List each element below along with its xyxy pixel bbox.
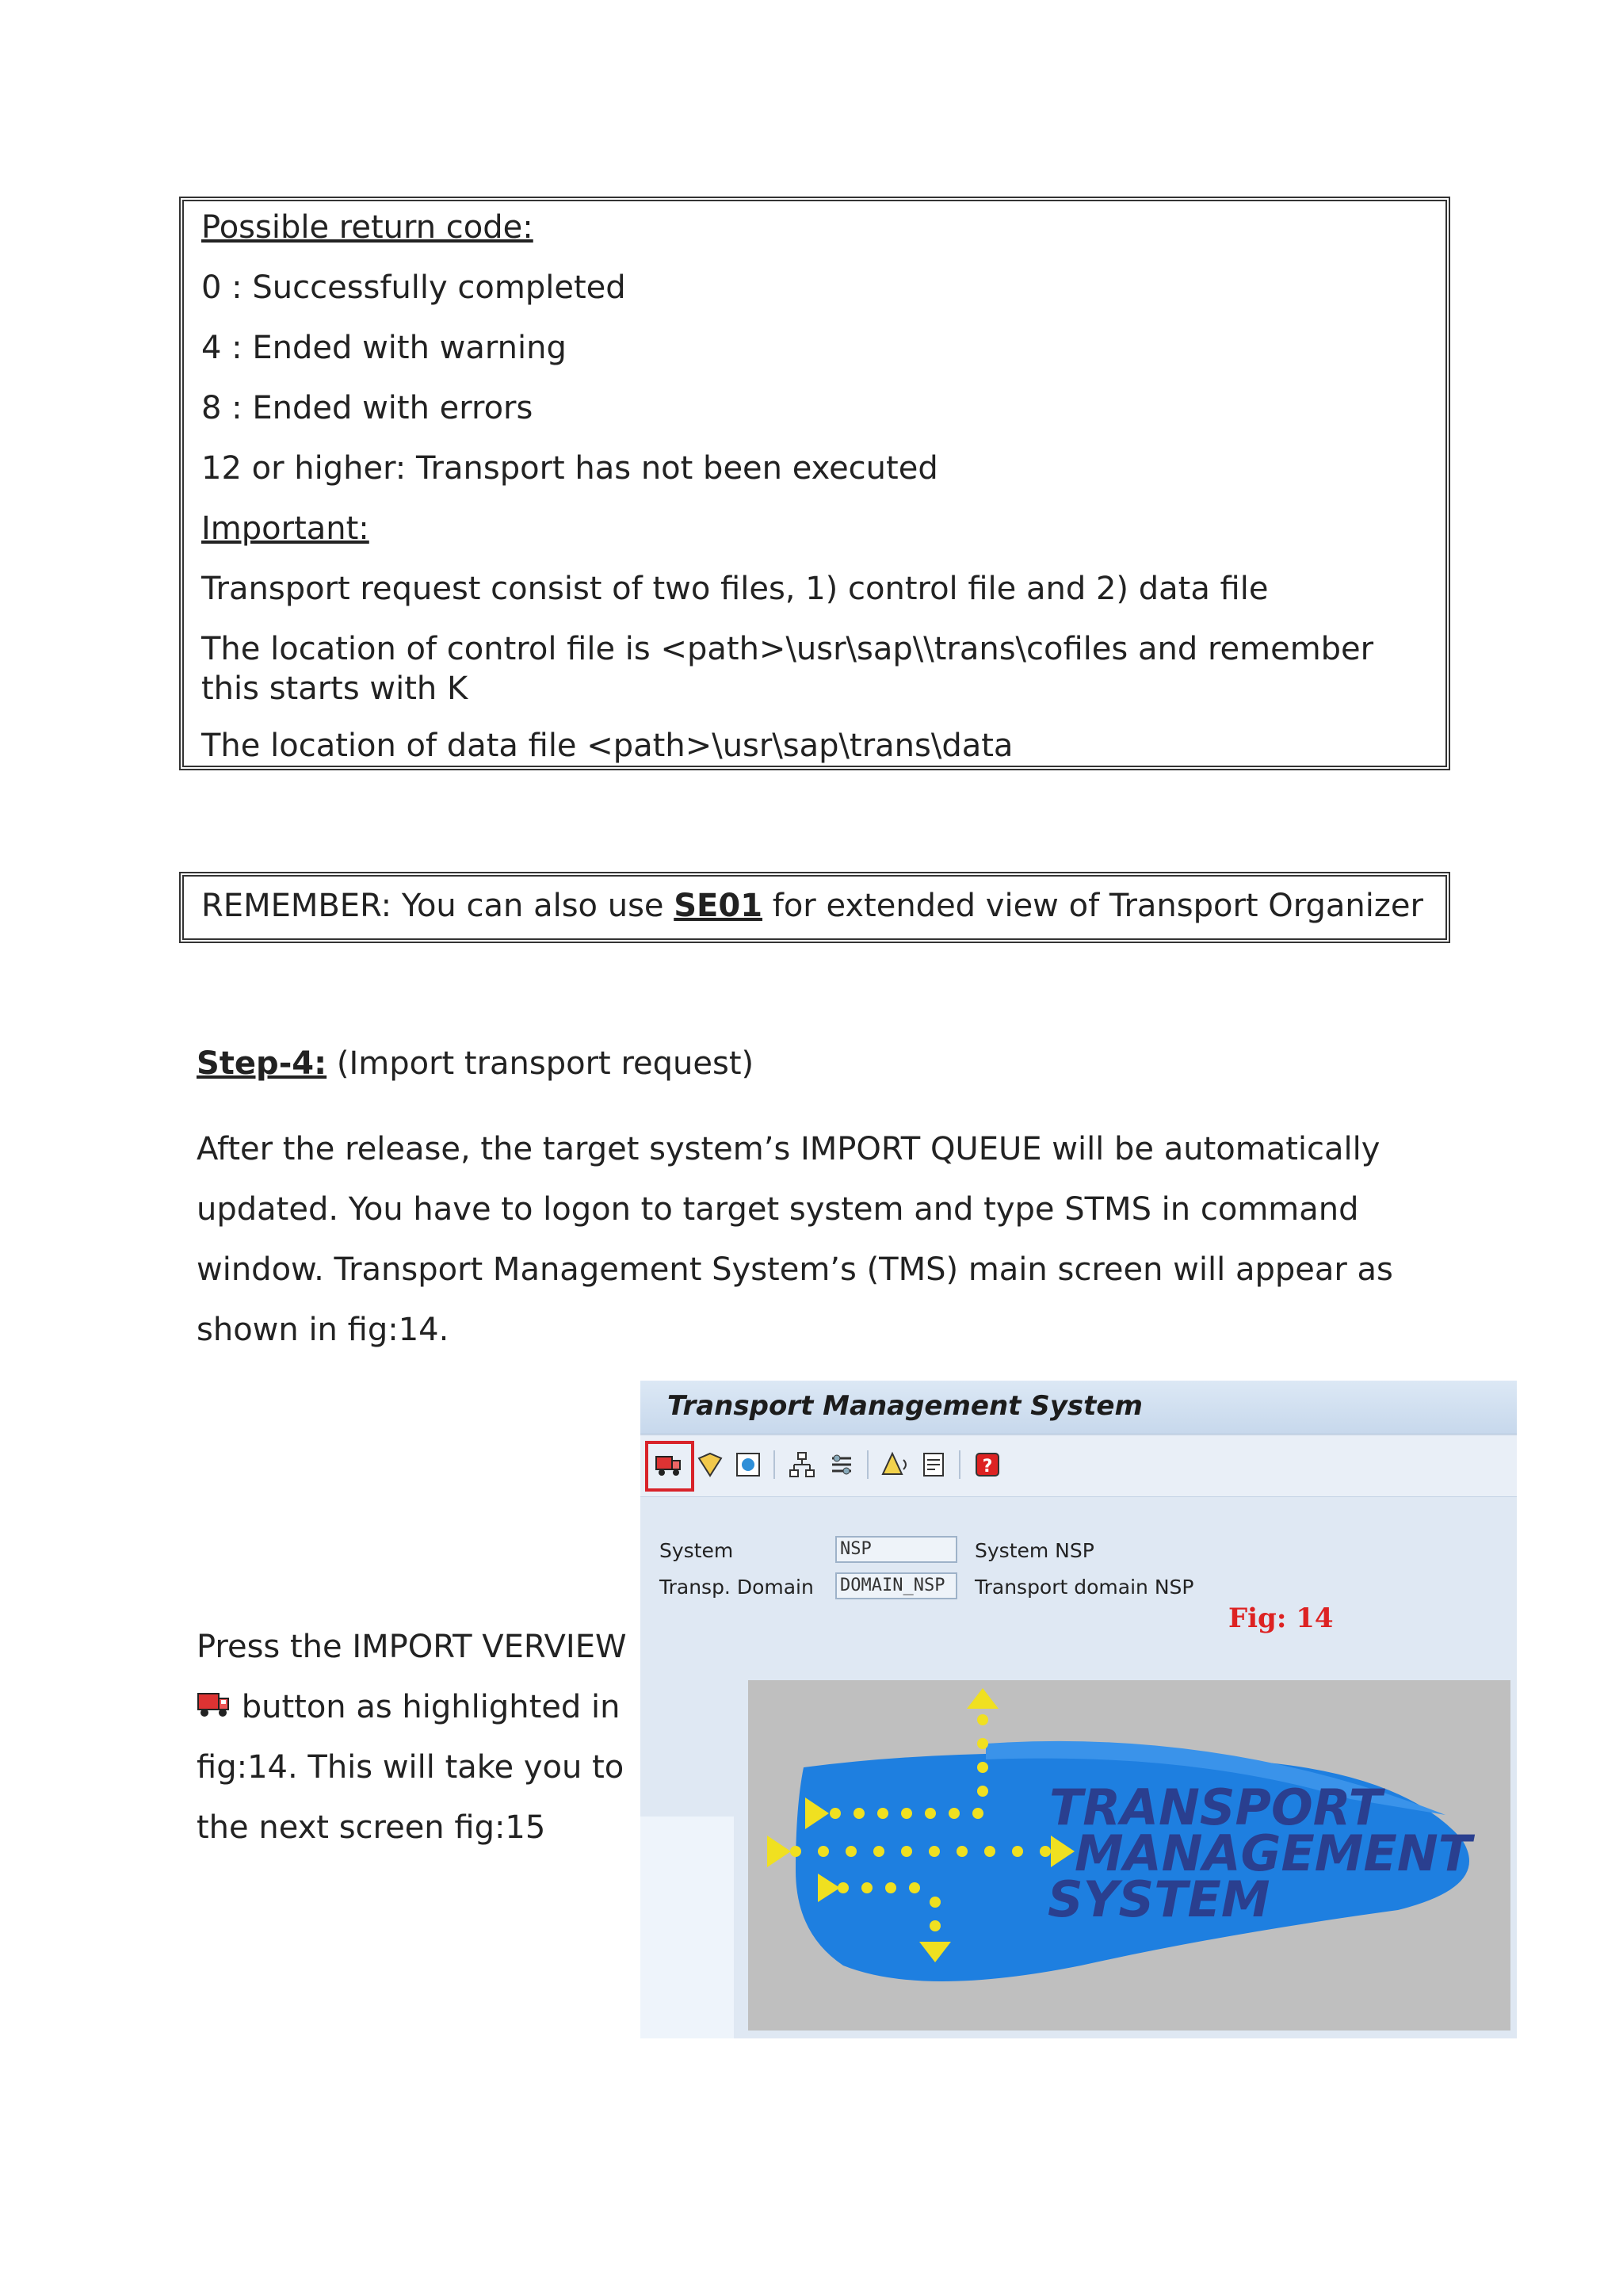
step-heading [197, 1040, 754, 1087]
toolbar-separator [959, 1450, 960, 1479]
logo-line-2: MANAGEMENT [1075, 1824, 1472, 1882]
logo-line-3: SYSTEM [1048, 1870, 1270, 1928]
logo-line-1: TRANSPORT [1049, 1778, 1382, 1836]
return-code-heading: Possible return code: [201, 209, 533, 246]
truck-icon [197, 1689, 231, 1721]
intro-paragraph: After the release, the target system’s IMPORT QUEUE will be automatically updated. You have to logon to target system and type STMS in command window. Transport Management System’s (TMS) main screen will appear as shown in fig:14. [197, 1131, 1393, 1348]
note-control-file: The location of control file is <path>\usr\sap\\trans\cofiles and remember this starts with K [201, 631, 1374, 707]
remember-text [201, 886, 1428, 926]
tms-logo-area [748, 1680, 1510, 2030]
return-code-box [179, 197, 1450, 770]
alert-icon[interactable] [881, 1450, 910, 1479]
tms-logo [748, 1680, 1510, 2030]
toolbar-separator [867, 1450, 869, 1479]
tms-title: Transport Management System [640, 1381, 1517, 1435]
return-code-8: 8 : Ended with errors [201, 390, 533, 426]
remember-box [179, 872, 1450, 943]
important-heading: Important: [201, 510, 369, 547]
svg-text:?: ? [982, 1457, 993, 1477]
import-overview-truck-icon[interactable] [655, 1450, 683, 1479]
display-icon[interactable] [696, 1450, 724, 1479]
transport-domain-field[interactable]: DOMAIN_NSP [835, 1572, 957, 1599]
instruction-after: button as highlighted in fig:14. This will take you to the next screen fig:15 [197, 1689, 624, 1846]
system-label: System [659, 1539, 734, 1562]
tms-toolbar [640, 1436, 1517, 1497]
tms-screenshot [640, 1381, 1517, 2038]
note-data-file: The location of data file <path>\usr\sap\trans\data [201, 728, 1014, 764]
figure-caption: Fig: 14 [1228, 1603, 1334, 1634]
note-files: Transport request consist of two files, 1) control file and 2) data file [201, 571, 1269, 607]
return-code-12: 12 or higher: Transport has not been executed [201, 450, 938, 487]
toolbar-separator [773, 1450, 775, 1479]
system-description: System NSP [975, 1539, 1094, 1562]
help-icon[interactable] [973, 1450, 1002, 1479]
network-icon[interactable] [788, 1450, 816, 1479]
log-icon[interactable] [919, 1450, 948, 1479]
overview-icon[interactable] [734, 1450, 762, 1479]
transport-domain-description: Transport domain NSP [975, 1576, 1194, 1599]
remember-suffix: for extended view of Transport Organizer [762, 888, 1423, 924]
instruction-paragraph [197, 1617, 640, 1858]
screen-panel [640, 1817, 734, 2038]
remember-prefix: REMEMBER: You can also use [201, 888, 674, 924]
return-code-4: 4 : Ended with warning [201, 330, 567, 366]
step-label: Step-4: [197, 1045, 327, 1082]
settings-icon[interactable] [827, 1450, 856, 1479]
return-code-0: 0 : Successfully completed [201, 269, 626, 306]
system-field[interactable]: NSP [835, 1536, 957, 1563]
se01-code: SE01 [674, 888, 763, 924]
transport-domain-label: Transp. Domain [659, 1576, 814, 1599]
instruction-before: Press the IMPORT VERVIEW [197, 1629, 627, 1665]
step-text: (Import transport request) [327, 1045, 754, 1082]
